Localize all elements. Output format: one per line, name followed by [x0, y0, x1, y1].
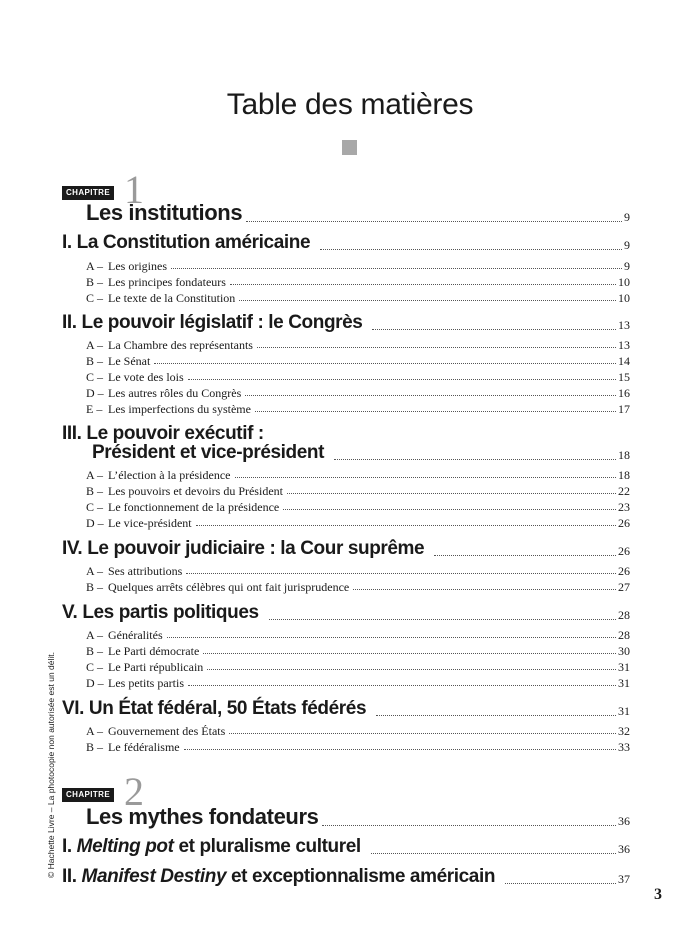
toc-item[interactable] [86, 660, 630, 674]
leader-dots [184, 749, 616, 750]
item-letter: C – [86, 500, 104, 514]
toc-chapter-1[interactable] [86, 200, 630, 226]
toc-item[interactable] [86, 275, 630, 289]
item-text: La Chambre des représentants [108, 338, 253, 352]
leader-dots [246, 221, 622, 222]
section-title [62, 232, 316, 254]
page-ref: 28 [618, 608, 630, 622]
section-title [62, 698, 372, 720]
item-letter: B – [86, 275, 104, 289]
title-ornament-square [342, 140, 357, 155]
leader-dots [235, 477, 617, 478]
item-text: Le fonctionnement de la présidence [108, 500, 280, 514]
page-ref: 18 [618, 448, 630, 462]
chapter-badge: CHAPITRE [62, 186, 114, 200]
item-text: Le vice-président [108, 516, 192, 530]
page-ref: 26 [618, 544, 630, 558]
item-text: Le Parti républicain [108, 660, 204, 674]
leader-dots [371, 853, 616, 854]
toc-item[interactable] [86, 724, 630, 738]
item-text: Les imperfections du système [108, 402, 251, 416]
chapter-1-header [62, 167, 182, 212]
section-title-italic: Manifest Destiny [81, 866, 227, 887]
toc-item[interactable] [86, 259, 630, 273]
item-letter: B – [86, 644, 104, 658]
section-title-text: Le pouvoir judiciaire : la Cour suprême [87, 538, 425, 559]
item-text: L’élection à la présidence [108, 468, 231, 482]
section-title [62, 538, 430, 560]
item-letter: B – [86, 484, 104, 498]
section-title-text: Un État fédéral, 50 États fédérés [88, 698, 367, 719]
toc-section-1-5[interactable] [62, 602, 630, 624]
item-text: Ses attributions [108, 564, 183, 578]
item-letter: A – [86, 338, 104, 352]
page-ref: 14 [618, 354, 630, 368]
page-ref: 37 [618, 872, 630, 886]
toc-section-1-4[interactable] [62, 538, 630, 560]
leader-dots [320, 249, 622, 250]
leader-dots [239, 300, 616, 301]
section-number: VI. [62, 698, 85, 719]
leader-dots [353, 589, 616, 590]
page-ref: 31 [618, 704, 630, 718]
toc-item[interactable] [86, 500, 630, 514]
page-ref: 32 [618, 724, 630, 738]
chapter-2-header [62, 769, 182, 814]
section-title-text: et pluralisme culturel [178, 836, 361, 857]
section-title-text: Le pouvoir législatif : le Congrès [81, 312, 363, 333]
page-ref: 31 [618, 676, 630, 690]
leader-dots [230, 284, 616, 285]
toc-item[interactable] [86, 564, 630, 578]
leader-dots [372, 329, 616, 330]
section-title-text: et exceptionnalisme américain [231, 866, 496, 887]
section-number: V. [62, 602, 78, 623]
page-ref: 9 [624, 238, 630, 252]
page-ref: 9 [624, 259, 630, 273]
leader-dots [188, 379, 616, 380]
page-ref: 31 [618, 660, 630, 674]
toc-item[interactable] [86, 484, 630, 498]
page-ref: 36 [618, 814, 630, 828]
item-text: Les principes fondateurs [108, 275, 226, 289]
toc-item[interactable] [86, 644, 630, 658]
item-letter: A – [86, 468, 104, 482]
leader-dots [154, 363, 616, 364]
item-letter: B – [86, 580, 104, 594]
page-ref: 28 [618, 628, 630, 642]
toc-section-2-1[interactable] [62, 836, 630, 858]
item-text: Les autres rôles du Congrès [108, 386, 242, 400]
toc-item[interactable] [86, 291, 630, 305]
item-letter: A – [86, 628, 104, 642]
page-ref: 15 [618, 370, 630, 384]
item-text: Le Sénat [108, 354, 151, 368]
page-ref: 26 [618, 516, 630, 530]
section-title [62, 602, 265, 624]
toc-item[interactable] [86, 580, 630, 594]
item-text: Les pouvoirs et devoirs du Président [108, 484, 283, 498]
leader-dots [269, 619, 616, 620]
leader-dots [322, 825, 616, 826]
page-ref: 9 [624, 210, 630, 224]
toc-item[interactable] [86, 386, 630, 400]
item-letter: D – [86, 386, 104, 400]
item-letter: C – [86, 370, 104, 384]
page-ref: 36 [618, 842, 630, 856]
section-title-line-2: Président et vice-président [92, 442, 325, 463]
page-ref: 16 [618, 386, 630, 400]
section-number: II. [62, 866, 77, 887]
leader-dots [245, 395, 616, 396]
toc-item[interactable] [86, 402, 630, 416]
leader-dots [434, 555, 616, 556]
item-letter: A – [86, 259, 104, 273]
leader-dots [167, 637, 616, 638]
chapter-number: 2 [124, 769, 144, 814]
leader-dots [376, 715, 616, 716]
section-title [62, 312, 368, 334]
page-ref: 17 [618, 402, 630, 416]
toc-item[interactable] [86, 676, 630, 690]
leader-dots [207, 669, 616, 670]
section-number: III. [62, 423, 82, 444]
toc-chapter-2[interactable] [86, 804, 630, 830]
item-text: Le vote des lois [108, 370, 184, 384]
section-title-text: La Constitution américaine [76, 232, 311, 253]
page-ref: 10 [618, 275, 630, 289]
item-letter: D – [86, 516, 104, 530]
item-text: Gouvernement des États [108, 724, 226, 738]
toc-section-1-3[interactable] [92, 442, 630, 464]
item-letter: A – [86, 724, 104, 738]
chapter-title: Les mythes fondateurs [86, 804, 319, 829]
section-number: IV. [62, 538, 83, 559]
item-letter: C – [86, 660, 104, 674]
toc-item[interactable] [86, 516, 630, 530]
item-text: Le Parti démocrate [108, 644, 200, 658]
page-number: 3 [654, 886, 662, 903]
copyright-notice: © Hachette Livre – La photocopie non autorisée est un délit. [46, 652, 56, 878]
toc-item[interactable] [86, 338, 630, 352]
toc-item[interactable] [86, 628, 630, 642]
item-letter: B – [86, 740, 104, 754]
section-title [62, 836, 367, 858]
page-ref: 27 [618, 580, 630, 594]
page-ref: 26 [618, 564, 630, 578]
leader-dots [287, 493, 616, 494]
page-title: Table des matières [226, 88, 474, 121]
leader-dots [188, 685, 616, 686]
item-letter: D – [86, 676, 104, 690]
section-title [62, 866, 501, 888]
section-number: II. [62, 312, 77, 333]
toc-section-2-2[interactable] [62, 866, 630, 888]
item-text: Les petits partis [108, 676, 184, 690]
section-number: I. [62, 836, 72, 857]
toc-section-1-1[interactable] [62, 232, 630, 254]
leader-dots [505, 883, 616, 884]
leader-dots [186, 573, 616, 574]
section-title-text: Le pouvoir exécutif : [86, 423, 264, 444]
leader-dots [283, 509, 616, 510]
page-ref: 33 [618, 740, 630, 754]
toc-item[interactable] [86, 740, 630, 754]
section-title-text: Les partis politiques [82, 602, 259, 623]
section-number: I. [62, 232, 72, 253]
toc-item[interactable] [86, 370, 630, 384]
leader-dots [334, 459, 616, 460]
leader-dots [255, 411, 616, 412]
item-text: Le fédéralisme [108, 740, 180, 754]
chapter-badge: CHAPITRE [62, 788, 114, 802]
item-text: Quelques arrêts célèbres qui ont fait jurisprudence [108, 580, 350, 594]
page-ref: 30 [618, 644, 630, 658]
item-text: Les origines [108, 259, 167, 273]
toc-item[interactable] [86, 468, 630, 482]
toc-section-1-6[interactable] [62, 698, 630, 720]
page-ref: 23 [618, 500, 630, 514]
page-ref: 10 [618, 291, 630, 305]
item-text: Le texte de la Constitution [108, 291, 236, 305]
toc-item[interactable] [86, 354, 630, 368]
page-ref: 18 [618, 468, 630, 482]
item-letter: C – [86, 291, 104, 305]
item-letter: A – [86, 564, 104, 578]
chapter-title: Les institutions [86, 200, 243, 225]
toc-section-1-2[interactable] [62, 312, 630, 334]
chapter-number: 1 [124, 167, 144, 212]
section-title-italic: Melting pot [76, 836, 174, 857]
leader-dots [203, 653, 616, 654]
section-title-line-1 [62, 424, 264, 444]
leader-dots [229, 733, 616, 734]
page-ref: 13 [618, 318, 630, 332]
page-ref: 22 [618, 484, 630, 498]
item-letter: E – [86, 402, 103, 416]
page-ref: 13 [618, 338, 630, 352]
leader-dots [171, 268, 622, 269]
leader-dots [257, 347, 616, 348]
leader-dots [196, 525, 616, 526]
item-letter: B – [86, 354, 104, 368]
item-text: Généralités [108, 628, 163, 642]
